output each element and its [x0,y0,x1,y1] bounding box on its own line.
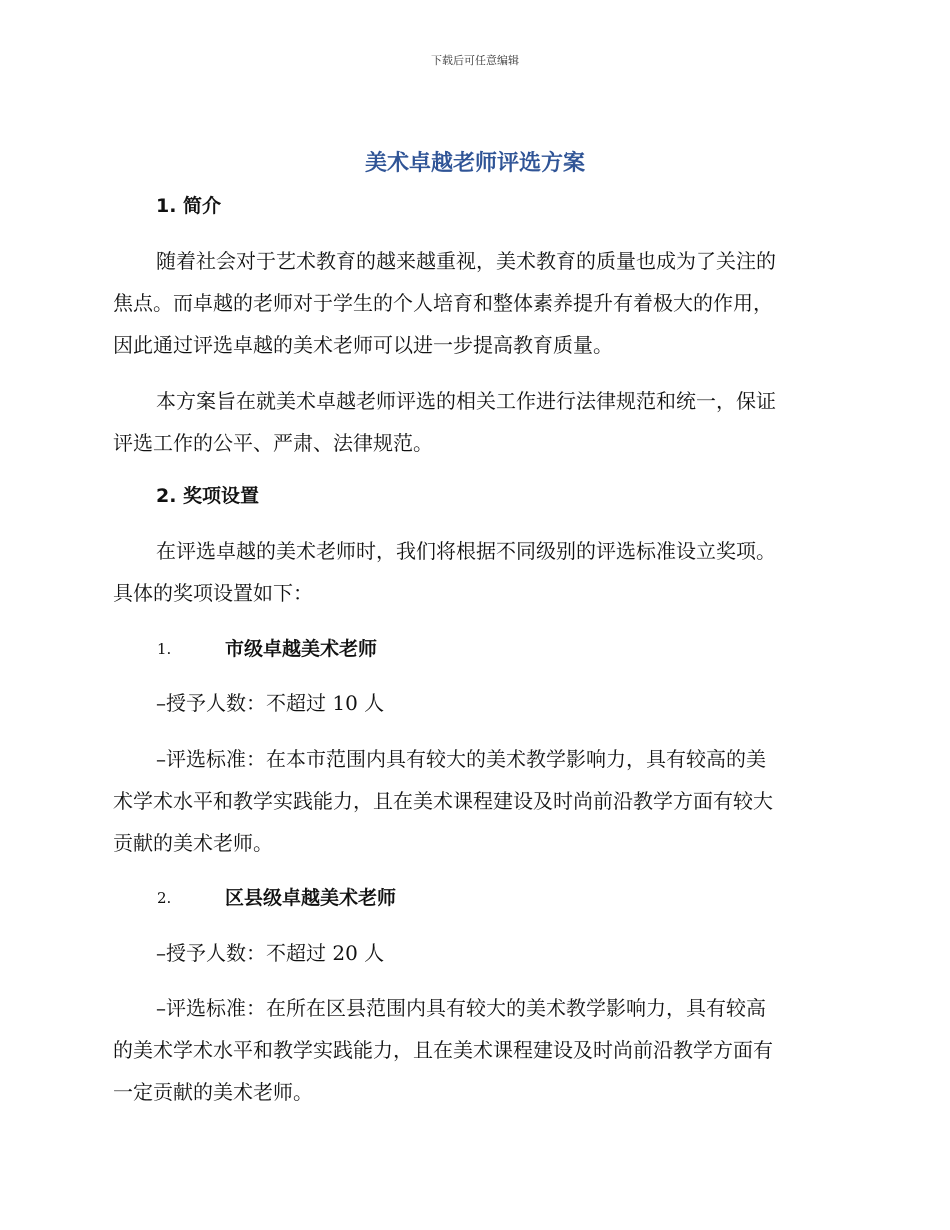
award-title: 区县级卓越美术老师 [225,887,397,909]
list-item-number: 1. [157,640,172,658]
award-count: –授予人数：不超过 20 人 [156,941,385,965]
award-criteria-line: –评选标准：在本市范围内具有较大的美术教学影响力，具有较高的美 [156,747,766,771]
section-heading-intro: 1. 简介 [156,195,222,217]
paragraph-line: 因此通过评选卓越的美术老师可以进一步提高教育质量。 [113,333,613,357]
section-heading-awards: 2. 奖项设置 [156,485,260,507]
page-header: 下载后可任意编辑 [431,54,519,67]
award-criteria-line: 贡献的美术老师。 [113,831,273,855]
list-item-number: 2. [157,889,172,907]
paragraph-line: 随着社会对于艺术教育的越来越重视，美术教育的质量也成为了关注的 [156,249,776,273]
award-criteria-line: 术学术水平和教学实践能力，且在美术课程建设及时尚前沿教学方面有较大 [113,789,773,813]
document-title: 美术卓越老师评选方案 [364,151,585,176]
paragraph-line: 本方案旨在就美术卓越老师评选的相关工作进行法律规范和统一，保证 [156,389,776,413]
paragraph-line: 具体的奖项设置如下： [113,581,313,605]
award-title: 市级卓越美术老师 [225,638,378,660]
award-count: –授予人数：不超过 10 人 [156,691,385,715]
award-criteria-line: –评选标准：在所在区县范围内具有较大的美术教学影响力，具有较高 [156,996,766,1020]
paragraph-line: 在评选卓越的美术老师时，我们将根据不同级别的评选标准设立奖项。 [156,539,776,563]
paragraph-line: 评选工作的公平、严肃、法律规范。 [113,431,433,455]
paragraph-line: 焦点。而卓越的老师对于学生的个人培育和整体素养提升有着极大的作用， [113,291,773,315]
award-criteria-line: 一定贡献的美术老师。 [113,1080,313,1104]
award-criteria-line: 的美术学术水平和教学实践能力，且在美术课程建设及时尚前沿教学方面有 [113,1038,773,1062]
